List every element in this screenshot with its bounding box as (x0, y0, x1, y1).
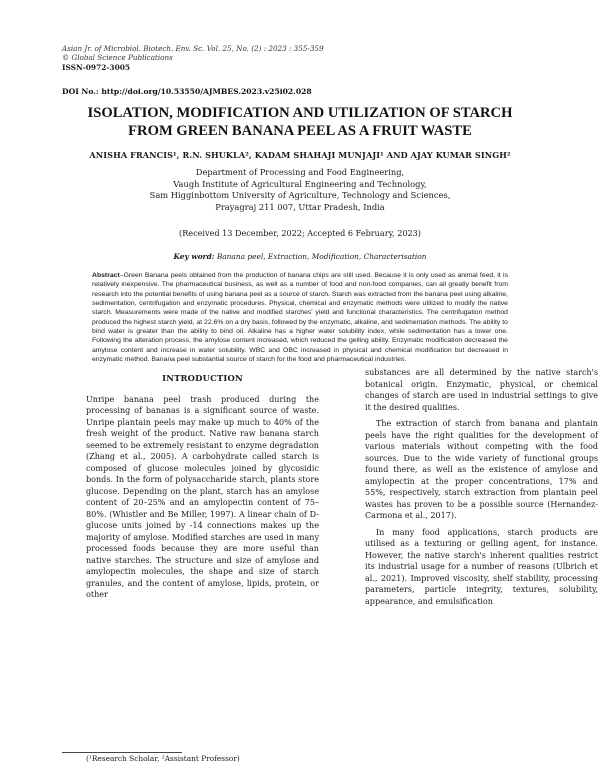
received-dates: (Received 13 December, 2022; Accepted 6 February, 2023) (179, 228, 421, 238)
body-column-right (365, 367, 598, 607)
doi-line: DOI No.: http://doi.org/10.53550/AJMBES.2023.v25i02.028 (62, 87, 312, 96)
abstract (92, 271, 508, 364)
affiliation-line-4: Prayagraj 211 007, Uttar Pradesh, India (215, 201, 385, 212)
title-line-2: FROM GREEN BANANA PEEL AS A FRUIT WASTE (128, 123, 472, 139)
keywords-value: Banana peel, Extraction, Modification, Characterisation (216, 252, 427, 261)
affiliation-line-2: Vaugh Institute of Agricultural Engineering and Technology, (173, 178, 427, 189)
intro-paragraph-4: In many food applications, starch products are utilised as a texturing or gelling agent, for instance. However, the native starch's inherent qualities restrict its industrial usage for a number of reasons (Ulbrich et al., 2021). Improved viscosity, shelf stability, processing parameters, particle integrity, textures, solubility, appearance, and emulsification (365, 527, 598, 606)
journal-issn: ISSN-0972-3005 (62, 63, 130, 72)
author-list: ANISHA FRANCIS¹, R.N. SHUKLA², KADAM SHAHAJI MUNJAJI¹ AND AJAY KUMAR SINGH² (89, 150, 511, 160)
keywords (62, 252, 538, 261)
journal-citation: Asian Jr. of Microbiol. Biotech. Env. Sc. Vol. 25, No. (2) : 2023 : 355-359 (62, 44, 324, 53)
keywords-label: Key word: (173, 252, 215, 261)
intro-paragraph-1: Unripe banana peel trash produced during the processing of bananas is a significant source of waste. Unripe plantain peels may make up much to 40% of the fresh weight of the product. Native raw banana starch seemed to be extremely resistant to enzyme degradation (Zhang et al., 2005). A carbohydrate called starch is composed of glucose molecules joined by glycosidic bonds. In the form of polysaccharide starch, plants store glucose. Depending on the plant, starch has an amylose content of 20–25% and an amylopectin content of 75–80%. (Whistler and Be Miller, 1997). A linear chain of D-glucose units joined by -14 connections makes up the majority of amylose. Modified starches are used in many processed foods because they are more useful than native starches. The structure and size of amylose and amylopectin molecules, the shape and size of starch granules, and the content of amylose, lipids, protein, or other (86, 394, 319, 599)
body-column-left (86, 373, 319, 601)
intro-paragraph-2: substances are all determined by the native starch's botanical origin. Enzymatic, physical, or chemical changes of starch are used in industrial settings to give it the desired qualities. (365, 368, 598, 412)
affiliation-line-3: Sam Higginbottom University of Agriculture, Technology and Sciences, (149, 190, 451, 201)
footnote: (¹Research Scholar, ²Assistant Professor) (86, 754, 240, 763)
section-heading-introduction: INTRODUCTION (162, 373, 243, 383)
abstract-text: –Green Banana peels obtained from the production of banana chips are still used. Because it is only used as animal feed, it is relatively inexpensive. The pharmaceutical business, as well as a number of food and non-food companies, can all greatly benefit from research into the potential benefits of using banana peel as a source of starch. Starch was extracted from the banana peel using alkaline, sedimentation, centrifugation and enzymatic procedures. Physical, chemical and enzymatic methods were utilized to modify the native starch. Measurements were made of the native and modified starches' yield and functional characteristics. The centrifugation method produced the highest starch yield, at 22.6% on a dry basis, followed by the enzymatic, alkaline, and sedimentation methods. The ability to bind water is greater than the ability to bind oil. Alkaline has a higher water solubility index, while sedimentation has a lower one. Following the alteration process, the amylose content increased, which reduced the gelling ability. Enzymatic modification decreased the amylose content and increase in water solubility. WBC and OBC increased in physical and chemical modification but decreased in enzymatic method. Banana peel substantial source of starch for the food and pharmaceutical industries. (92, 272, 508, 364)
footnote-divider (62, 752, 182, 753)
affiliation (62, 167, 538, 213)
title-line-1: ISOLATION, MODIFICATION AND UTILIZATION OF STARCH (87, 105, 513, 121)
journal-copyright: © Global Science Publications (62, 53, 173, 62)
paper-title (62, 104, 538, 140)
abstract-label: Abstract (92, 272, 120, 279)
intro-paragraph-3: The extraction of starch from banana and plantain peels have the right qualities for the development of various materials without competing with the food sources. Due to the wide variety of functional groups found there, as well as the existence of amylose and amylopectin at the proper concentrations, 17% and 55%, respectively, starch extraction from plantain peel wastes has proven to be a possible source (Hernandez-Carmona et al., 2017). (365, 419, 598, 520)
affiliation-line-1: Department of Processing and Food Engineering, (195, 167, 405, 177)
